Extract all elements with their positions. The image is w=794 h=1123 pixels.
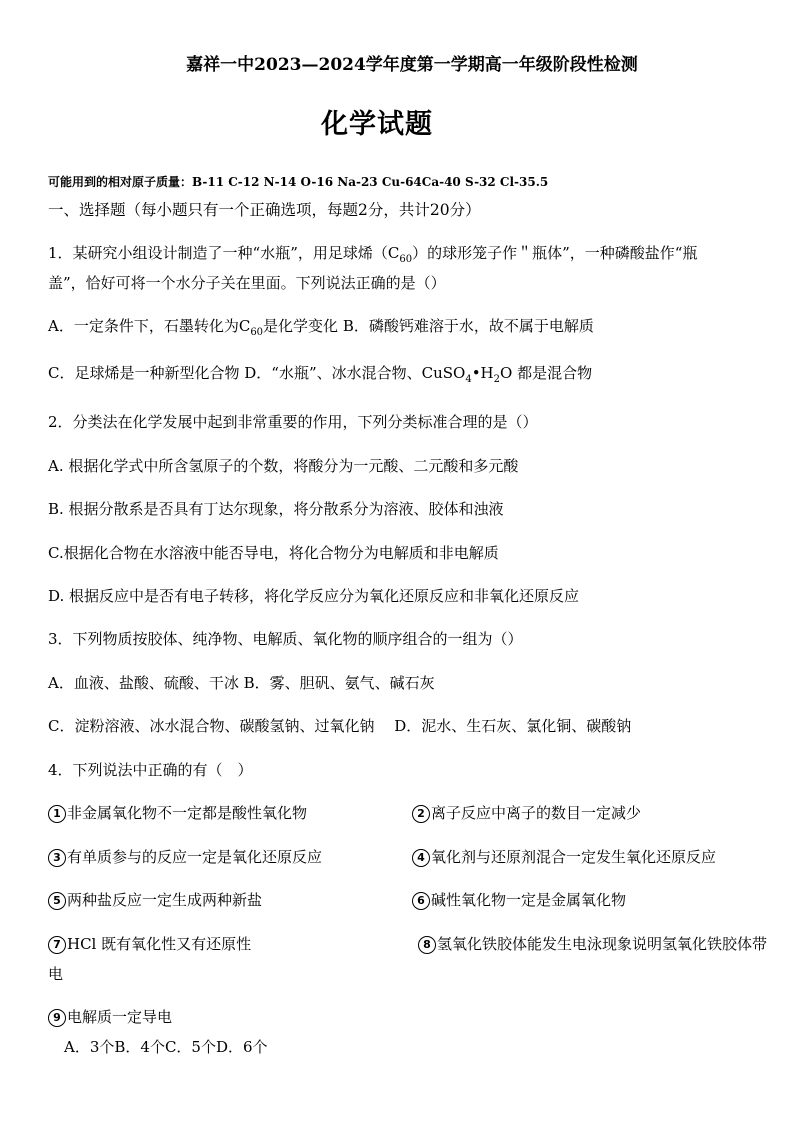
q4-item-text: 电解质一定导电 <box>67 1008 173 1026</box>
q2-option-c: C.根据化合物在水溶液中能否导电，将化合物分为电解质和非电解质 <box>48 544 499 562</box>
q4-item-2 <box>412 802 641 823</box>
circled-number-4: 4 <box>412 849 430 867</box>
q4-options: A．3个B．4个C．5个D．6个 <box>64 1038 268 1056</box>
q1-option-part: 是化学变化 B．磷酸钙难溶于水，故不属于电解质 <box>263 317 594 335</box>
q4-item-1 <box>48 804 307 822</box>
q1-stem-line1 <box>48 242 754 265</box>
q4-item-text: 有单质参与的反应一定是氧化还原反应 <box>67 848 323 866</box>
atomic-masses <box>48 173 754 190</box>
q1-stem-line2: 盖”，恰好可将一个水分子关在里面。下列说法正确的是（） <box>48 274 446 292</box>
q4-item-3 <box>48 848 322 866</box>
circled-number-2: 2 <box>412 805 430 823</box>
circled-number-5: 5 <box>48 892 66 910</box>
q3-options-ab: A．血液、盐酸、硫酸、干冰 B．雾、胆矾、氨气、碱石灰 <box>48 674 435 692</box>
q4-item-4 <box>412 846 716 867</box>
q1-option-part: C．足球烯是一种新型化合物 D．“水瓶”、冰水混合物、CuSO <box>48 364 466 382</box>
q1-stem-part: ）的球形笼子作＂瓶体”，一种磷酸盐作“瓶 <box>412 244 698 262</box>
exam-header: 嘉祥一中2023—2024学年度第一学期高一年级阶段性检测 <box>186 55 638 75</box>
section-heading: 一、选择题（每小题只有一个正确选项，每题2分，共计20分） <box>48 201 481 219</box>
q4-item-6 <box>412 889 626 910</box>
q1-options-ab <box>48 315 754 338</box>
q4-item-text: HCl 既有氧化性又有还原性 <box>67 935 252 953</box>
circled-number-3: 3 <box>48 849 66 867</box>
q4-item-text: 碱性氧化物一定是金属氧化物 <box>431 891 627 909</box>
q4-row-5 <box>48 1006 754 1027</box>
q4-item-8-wrap: 电 <box>48 965 64 983</box>
q1-subscript: 2 <box>493 374 501 385</box>
q4-row-1 <box>48 802 754 823</box>
q4-row-3 <box>48 889 754 910</box>
q3-options-cd: C．淀粉溶液、冰水混合物、碳酸氢钠、过氧化钠 D．泥水、生石灰、氯化铜、碳酸钠 <box>48 717 632 735</box>
q4-item-text: 两种盐反应一定生成两种新盐 <box>67 891 263 909</box>
q4-item-text: 氧化剂与还原剂混合一定发生氧化还原反应 <box>431 848 717 866</box>
q4-item-text: 氢氧化铁胶体能发生电泳现象说明氢氧化铁胶体带 <box>437 935 768 953</box>
q1-option-part: O 都是混合物 <box>500 364 593 382</box>
q4-item-7 <box>48 935 251 953</box>
q1-subscript: 4 <box>465 374 472 385</box>
q4-item-text: 离子反应中离子的数目一定减少 <box>431 804 642 822</box>
circled-number-6: 6 <box>412 892 430 910</box>
circled-number-8: 8 <box>418 936 436 954</box>
circled-number-7: 7 <box>48 936 66 954</box>
q2-option-a: A. 根据化学式中所含氢原子的个数，将酸分为一元酸、二元酸和多元酸 <box>48 457 519 475</box>
q4-item-text: 非金属氧化物不一定都是酸性氧化物 <box>67 804 308 822</box>
q4-row-4 <box>48 933 768 954</box>
atomic-masses-values: B-11 C-12 N-14 O-16 Na-23 Cu-64Ca-40 S-32 Cl-35.5 <box>192 175 549 189</box>
q1-stem-part: 1．某研究小组设计制造了一种“水瓶”，用足球烯（C <box>48 244 400 262</box>
atomic-masses-label: 可能用到的相对原子质量： <box>48 175 193 189</box>
q2-stem: 2．分类法在化学发展中起到非常重要的作用，下列分类标准合理的是（） <box>48 413 538 431</box>
q2-option-b: B. 根据分散系是否具有丁达尔现象，将分散系分为溶液、胶体和浊液 <box>48 500 504 518</box>
q3-stem: 3．下列物质按胶体、纯净物、电解质、氧化物的顺序组合的一组为（） <box>48 630 523 648</box>
q1-options-cd <box>48 362 754 385</box>
q4-item-8 <box>418 933 767 954</box>
q4-item-5 <box>48 891 262 909</box>
q4-row-2 <box>48 846 754 867</box>
q1-subscript: 60 <box>250 327 264 338</box>
q4-stem: 4．下列说法中正确的有（ ） <box>48 761 253 779</box>
circled-number-9: 9 <box>48 1009 66 1027</box>
exam-title: 化学试题 <box>321 109 433 140</box>
q4-item-9 <box>48 1008 172 1026</box>
q2-option-d: D. 根据反应中是否有电子转移，将化学反应分为氧化还原反应和非氧化还原反应 <box>48 587 580 605</box>
q1-subscript: 60 <box>399 254 413 265</box>
q1-option-part: •H <box>471 364 494 382</box>
q1-option-part: A．一定条件下，石墨转化为C <box>48 317 251 335</box>
circled-number-1: 1 <box>48 805 66 823</box>
